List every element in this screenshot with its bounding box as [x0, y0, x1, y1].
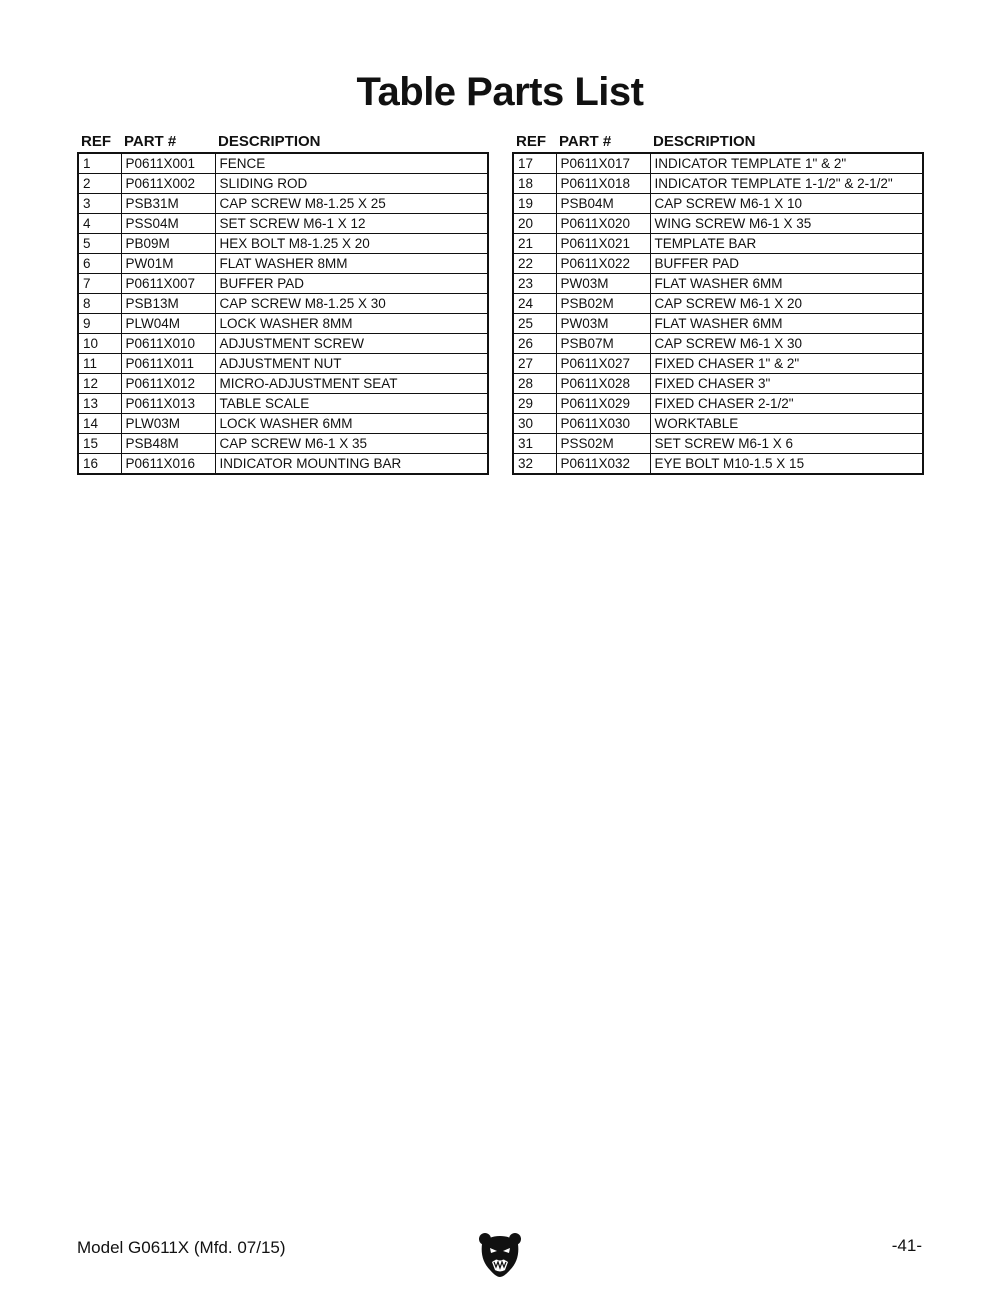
part-number-cell: PLW03M — [121, 414, 215, 434]
part-number-cell: P0611X022 — [556, 254, 650, 274]
header-description: DESCRIPTION — [218, 133, 321, 150]
ref-cell: 21 — [513, 234, 556, 254]
part-number-cell: P0611X020 — [556, 214, 650, 234]
parts-block-left — [77, 130, 487, 475]
table-row — [78, 194, 488, 214]
description-cell: BUFFER PAD — [650, 254, 923, 274]
table-row — [78, 294, 488, 314]
description-cell: FLAT WASHER 6MM — [650, 314, 923, 334]
ref-cell: 10 — [78, 334, 121, 354]
part-number-cell: P0611X007 — [121, 274, 215, 294]
description-cell: INDICATOR MOUNTING BAR — [215, 454, 488, 475]
parts-table-left — [77, 152, 489, 475]
description-cell: FIXED CHASER 1" & 2" — [650, 354, 923, 374]
table-row — [78, 354, 488, 374]
ref-cell: 5 — [78, 234, 121, 254]
ref-cell: 23 — [513, 274, 556, 294]
part-number-cell: PW03M — [556, 274, 650, 294]
column-headers — [512, 130, 922, 150]
table-row — [78, 334, 488, 354]
description-cell: SET SCREW M6-1 X 6 — [650, 434, 923, 454]
description-cell: FENCE — [215, 153, 488, 174]
table-row — [513, 274, 923, 294]
part-number-cell: PSB02M — [556, 294, 650, 314]
description-cell: EYE BOLT M10-1.5 X 15 — [650, 454, 923, 475]
ref-cell: 30 — [513, 414, 556, 434]
ref-cell: 9 — [78, 314, 121, 334]
header-description: DESCRIPTION — [653, 133, 756, 150]
part-number-cell: P0611X001 — [121, 153, 215, 174]
ref-cell: 4 — [78, 214, 121, 234]
table-row — [78, 414, 488, 434]
header-part: PART # — [124, 133, 177, 150]
ref-cell: 3 — [78, 194, 121, 214]
table-row — [513, 314, 923, 334]
ref-cell: 6 — [78, 254, 121, 274]
ref-cell: 11 — [78, 354, 121, 374]
description-cell: ADJUSTMENT SCREW — [215, 334, 488, 354]
part-number-cell: PLW04M — [121, 314, 215, 334]
description-cell: CAP SCREW M6-1 X 20 — [650, 294, 923, 314]
table-row — [78, 434, 488, 454]
table-row — [513, 394, 923, 414]
ref-cell: 29 — [513, 394, 556, 414]
table-row — [513, 254, 923, 274]
ref-cell: 26 — [513, 334, 556, 354]
table-row — [513, 194, 923, 214]
table-row — [78, 314, 488, 334]
part-number-cell: PSS02M — [556, 434, 650, 454]
ref-cell: 19 — [513, 194, 556, 214]
table-row — [78, 394, 488, 414]
ref-cell: 14 — [78, 414, 121, 434]
header-part: PART # — [559, 133, 612, 150]
parts-table-right — [512, 152, 924, 475]
part-number-cell: P0611X028 — [556, 374, 650, 394]
table-row — [513, 454, 923, 475]
parts-block-right — [512, 130, 922, 475]
table-row — [513, 153, 923, 174]
part-number-cell: P0611X002 — [121, 174, 215, 194]
page-title: Table Parts List — [356, 70, 644, 114]
table-row — [78, 174, 488, 194]
part-number-cell: PSS04M — [121, 214, 215, 234]
description-cell: ADJUSTMENT NUT — [215, 354, 488, 374]
ref-cell: 22 — [513, 254, 556, 274]
description-cell: CAP SCREW M6-1 X 35 — [215, 434, 488, 454]
column-headers — [77, 130, 487, 150]
description-cell: HEX BOLT M8-1.25 X 20 — [215, 234, 488, 254]
description-cell: FIXED CHASER 2-1/2" — [650, 394, 923, 414]
part-number-cell: PW03M — [556, 314, 650, 334]
part-number-cell: PB09M — [121, 234, 215, 254]
part-number-cell: P0611X017 — [556, 153, 650, 174]
table-row — [513, 374, 923, 394]
description-cell: LOCK WASHER 6MM — [215, 414, 488, 434]
ref-cell: 15 — [78, 434, 121, 454]
ref-cell: 7 — [78, 274, 121, 294]
description-cell: CAP SCREW M8-1.25 X 30 — [215, 294, 488, 314]
ref-cell: 31 — [513, 434, 556, 454]
table-row — [513, 174, 923, 194]
part-number-cell: PW01M — [121, 254, 215, 274]
part-number-cell: P0611X021 — [556, 234, 650, 254]
ref-cell: 8 — [78, 294, 121, 314]
part-number-cell: P0611X013 — [121, 394, 215, 414]
ref-cell: 24 — [513, 294, 556, 314]
table-row — [513, 234, 923, 254]
table-row — [513, 214, 923, 234]
table-row — [513, 354, 923, 374]
table-row — [513, 294, 923, 314]
table-row — [78, 234, 488, 254]
part-number-cell: P0611X016 — [121, 454, 215, 475]
part-number-cell: P0611X018 — [556, 174, 650, 194]
part-number-cell: PSB48M — [121, 434, 215, 454]
ref-cell: 25 — [513, 314, 556, 334]
description-cell: WING SCREW M6-1 X 35 — [650, 214, 923, 234]
ref-cell: 27 — [513, 354, 556, 374]
part-number-cell: PSB07M — [556, 334, 650, 354]
description-cell: MICRO-ADJUSTMENT SEAT — [215, 374, 488, 394]
description-cell: CAP SCREW M6-1 X 10 — [650, 194, 923, 214]
footer-model: Model G0611X (Mfd. 07/15) — [77, 1238, 286, 1257]
description-cell: INDICATOR TEMPLATE 1" & 2" — [650, 153, 923, 174]
table-row — [78, 153, 488, 174]
table-row — [78, 214, 488, 234]
description-cell: SET SCREW M6-1 X 12 — [215, 214, 488, 234]
description-cell: INDICATOR TEMPLATE 1-1/2" & 2-1/2" — [650, 174, 923, 194]
ref-cell: 16 — [78, 454, 121, 475]
part-number-cell: PSB13M — [121, 294, 215, 314]
table-row — [78, 374, 488, 394]
part-number-cell: P0611X027 — [556, 354, 650, 374]
part-number-cell: P0611X012 — [121, 374, 215, 394]
bear-head-icon — [478, 1232, 522, 1278]
table-row — [513, 414, 923, 434]
table-row — [78, 274, 488, 294]
ref-cell: 20 — [513, 214, 556, 234]
description-cell: TEMPLATE BAR — [650, 234, 923, 254]
ref-cell: 28 — [513, 374, 556, 394]
part-number-cell: P0611X032 — [556, 454, 650, 475]
ref-cell: 2 — [78, 174, 121, 194]
table-row — [78, 254, 488, 274]
ref-cell: 18 — [513, 174, 556, 194]
part-number-cell: P0611X010 — [121, 334, 215, 354]
part-number-cell: P0611X029 — [556, 394, 650, 414]
part-number-cell: PSB04M — [556, 194, 650, 214]
ref-cell: 13 — [78, 394, 121, 414]
table-row — [513, 434, 923, 454]
description-cell: FIXED CHASER 3" — [650, 374, 923, 394]
footer-page-number: -41- — [891, 1236, 922, 1255]
ref-cell: 17 — [513, 153, 556, 174]
description-cell: SLIDING ROD — [215, 174, 488, 194]
header-ref: REF — [81, 133, 111, 150]
ref-cell: 32 — [513, 454, 556, 475]
ref-cell: 12 — [78, 374, 121, 394]
part-number-cell: PSB31M — [121, 194, 215, 214]
part-number-cell: P0611X030 — [556, 414, 650, 434]
description-cell: LOCK WASHER 8MM — [215, 314, 488, 334]
ref-cell: 1 — [78, 153, 121, 174]
description-cell: TABLE SCALE — [215, 394, 488, 414]
description-cell: FLAT WASHER 6MM — [650, 274, 923, 294]
description-cell: WORKTABLE — [650, 414, 923, 434]
description-cell: CAP SCREW M8-1.25 X 25 — [215, 194, 488, 214]
table-row — [78, 454, 488, 475]
part-number-cell: P0611X011 — [121, 354, 215, 374]
table-row — [513, 334, 923, 354]
description-cell: CAP SCREW M6-1 X 30 — [650, 334, 923, 354]
description-cell: BUFFER PAD — [215, 274, 488, 294]
header-ref: REF — [516, 133, 546, 150]
description-cell: FLAT WASHER 8MM — [215, 254, 488, 274]
